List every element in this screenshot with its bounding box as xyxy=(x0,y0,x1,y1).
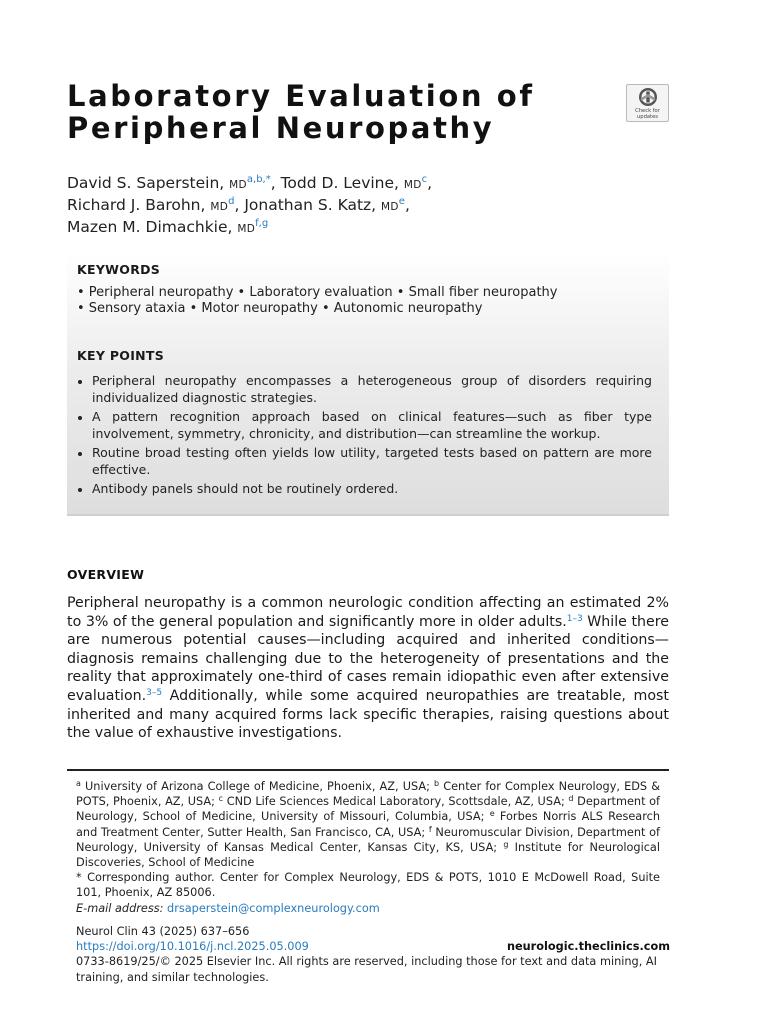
reference-link[interactable]: 3–5 xyxy=(146,687,163,698)
keywords-line: • Peripheral neuropathy • Laboratory evaluation • Small fiber neuropathy xyxy=(77,285,558,300)
bullet-icon xyxy=(78,452,82,456)
keywords-heading: KEYWORDS xyxy=(77,262,161,277)
bullet-icon xyxy=(78,380,82,384)
footnote-divider xyxy=(67,769,669,771)
copyright-notice: 0733-8619/25/© 2025 Elsevier Inc. All rights are reserved, including those for text and data mining, AI training, and similar technologies. xyxy=(76,955,657,984)
key-points-list xyxy=(77,373,652,501)
overview-paragraph: Peripheral neuropathy is a common neurologic condition affecting an estimated 2% to 3% of the general population and significantly more in older adults.$^{1-3}$ While there are numerous potential causes—including acquired and inherited conditions—diagnosis remains challenging due to the heterogeneity of presentations and the reality that approximately one-third of cases remain idiopathic even after extensive evaluation.$^{3-5}$ Additionally, while some acquired neuropathies are treatable, most inherited and many acquired forms lack specific therapies, raising questions about the value of exhaustive investigations. xyxy=(67,595,670,742)
affiliation-link[interactable]: c xyxy=(421,174,428,185)
affiliation-link[interactable]: e xyxy=(398,196,405,207)
author-degree: MD xyxy=(403,179,422,191)
reference-link[interactable]: 1–3 xyxy=(566,613,583,624)
keywords-line: • Sensory ataxia • Motor neuropathy • Autonomic neuropathy xyxy=(77,301,483,316)
check-for-updates-label: Check for updates xyxy=(635,108,660,120)
author-name: Todd D. Levine, xyxy=(280,174,404,192)
author-degree: MD xyxy=(210,201,229,213)
author-degree: MD xyxy=(229,179,247,191)
email-link[interactable]: drsaperstein@complexneurology.com xyxy=(167,901,380,915)
email-label: E-mail address: xyxy=(76,901,164,915)
abstract-box xyxy=(67,253,669,516)
affiliation-link[interactable]: d xyxy=(228,196,235,207)
author-degree: MD xyxy=(237,223,256,235)
affiliation-link[interactable]: f,g xyxy=(255,218,269,229)
author-name: David S. Saperstein, xyxy=(67,174,230,192)
corresponding-author: * Corresponding author. Center for Complex Neurology, EDS & POTS, 1010 E McDowell Road, Suite 101, Phoenix, AZ 85006. xyxy=(76,871,660,900)
author-list xyxy=(67,173,687,239)
author-degree: MD xyxy=(381,201,399,213)
author-line: Richard J. Barohn, MD$^d$, Jonathan S. Katz, MDe, xyxy=(67,196,410,214)
doi-link[interactable]: https://doi.org/10.1016/j.ncl.2025.05.009 xyxy=(76,940,309,954)
affiliation-link[interactable]: a,b,* xyxy=(246,174,271,185)
overview-heading: OVERVIEW xyxy=(67,567,145,582)
key-point-item: Routine broad testing often yields low utility, targeted tests based on pattern are more effective. xyxy=(77,445,652,478)
key-points-heading: KEY POINTS xyxy=(77,348,165,363)
affiliations-footnote: $^a$ University of Arizona College of Medicine, Phoenix, AZ, USA; $^b$ Center for Complex Neurology, EDS & POTS, Phoenix, AZ, USA; $^c$ CND Life Sciences Medical Laboratory, Scottsdale, AZ, USA; $^d$ Department of Neurology, School of Medicine, University of Missouri, Columbia, USA; $^e$ Forbes Norris ALS Research and Treatment Center, Sutter Health, San Francisco, CA, USA; $^f$ Neuromuscular Division, Department of Neurology, University of Kansas Medical Center, Kansas City, KS, USA; $^g$ Institute for Neurological Discoveries, School of Medicine * Corresponding author. Center for Complex Neurology, EDS & POTS, 1010 E McDowell Road, Suite 101, Phoenix, AZ 85006. E-mail address: drsaperstein@complexneurology.com xyxy=(76,779,661,915)
check-for-updates-badge[interactable] xyxy=(626,84,669,122)
author-line: David S. Saperstein, MD$^{a,b,*}$, Todd D. Levine, MD$^c$, xyxy=(67,174,433,192)
bullet-icon xyxy=(78,416,82,420)
title-line-2: Peripheral Neuropathy xyxy=(67,111,495,145)
author-name: Jonathan S. Katz, xyxy=(244,196,382,214)
crossmark-icon xyxy=(638,87,658,107)
title-line-1: Laboratory Evaluation of xyxy=(67,79,535,113)
author-name: Richard J. Barohn, xyxy=(67,196,211,214)
author-name: Mazen M. Dimachkie, xyxy=(67,218,238,236)
author-line xyxy=(67,217,687,239)
key-point-item: A pattern recognition approach based on clinical features—such as fiber type involvement, symmetry, chronicity, and distribution—can streamline the workup. xyxy=(77,409,652,442)
citation-block xyxy=(76,924,670,985)
key-point-item: Peripheral neuropathy encompasses a heterogeneous group of disorders requiring individualized diagnostic strategies. xyxy=(77,373,652,406)
bullet-icon xyxy=(78,488,82,492)
journal-website[interactable]: neurologic.theclinics.com xyxy=(506,940,670,953)
journal-citation: Neurol Clin 43 (2025) 637–656 xyxy=(76,925,250,938)
article-title xyxy=(67,80,535,144)
key-point-item: Antibody panels should not be routinely ordered. xyxy=(77,481,652,498)
